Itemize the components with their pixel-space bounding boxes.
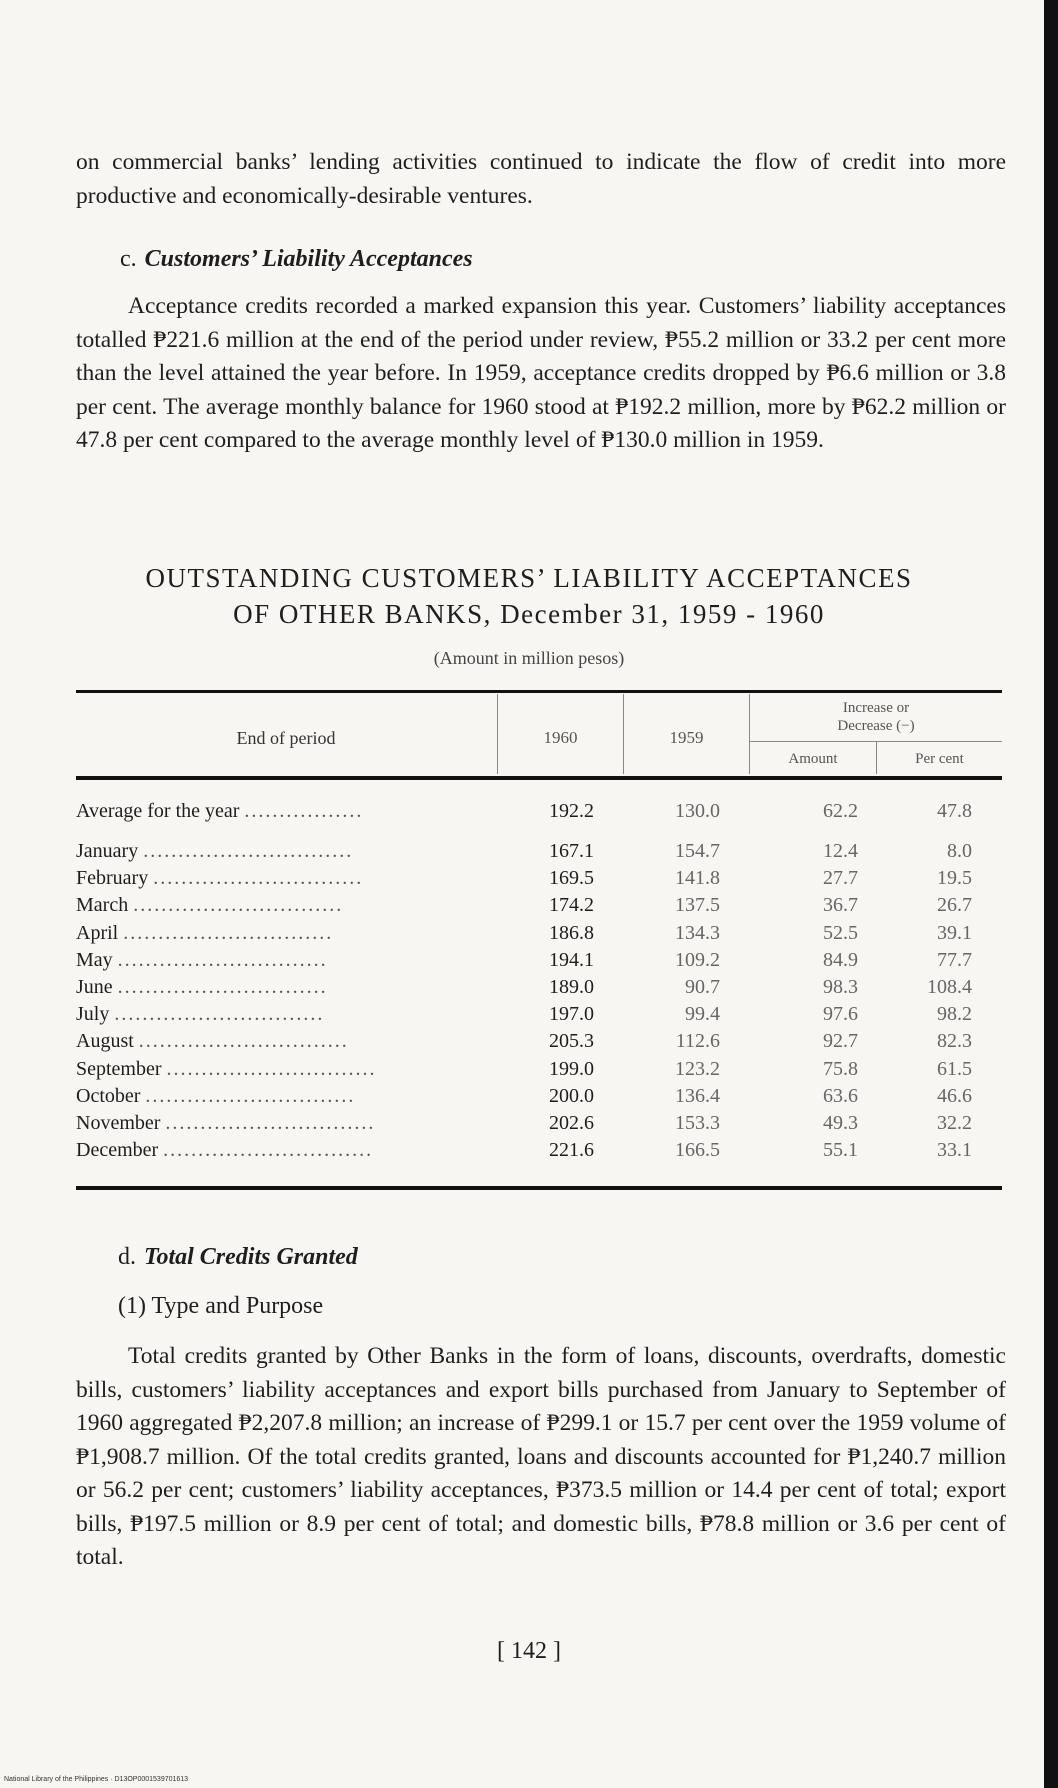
header-amount: Amount bbox=[788, 751, 838, 767]
value-1960: 197.0 bbox=[549, 1003, 594, 1026]
table-row bbox=[76, 1112, 1002, 1140]
value-1960: 199.0 bbox=[549, 1057, 594, 1080]
header-per-cent: Per cent bbox=[915, 751, 964, 767]
value-percent: 46.6 bbox=[937, 1084, 972, 1107]
table-row bbox=[76, 1003, 1002, 1031]
row-label: Average for the year ................. bbox=[76, 800, 364, 822]
table-top-rule bbox=[76, 690, 1002, 693]
row-label: August .............................. bbox=[76, 1030, 349, 1053]
row-label-text: July bbox=[76, 1003, 110, 1026]
row-label-text: February bbox=[76, 867, 149, 890]
row-label-text: June bbox=[76, 976, 113, 998]
row-label-text: March bbox=[76, 894, 129, 917]
row-label: November .............................. bbox=[76, 1112, 376, 1134]
value-1960: 205.3 bbox=[549, 1030, 594, 1053]
section-c-title: Customers’ Liability Acceptances bbox=[144, 246, 473, 272]
table-row bbox=[76, 1030, 1002, 1058]
header-change-line-1: Increase or bbox=[842, 700, 910, 716]
table-row bbox=[76, 867, 1002, 895]
value-amount: 97.6 bbox=[823, 1003, 858, 1026]
table-row bbox=[76, 840, 1002, 868]
row-label: April .............................. bbox=[76, 921, 334, 944]
table-row bbox=[76, 1085, 1002, 1113]
table-row bbox=[76, 1058, 1002, 1086]
value-1959: 166.5 bbox=[675, 1139, 720, 1162]
table-row bbox=[76, 1139, 1002, 1167]
value-amount: 49.3 bbox=[823, 1112, 858, 1134]
row-label-text: December bbox=[76, 1139, 159, 1162]
value-percent: 26.7 bbox=[937, 894, 972, 917]
scan-edge bbox=[1044, 0, 1058, 1788]
value-percent: 32.2 bbox=[937, 1112, 972, 1134]
table-row bbox=[76, 894, 1002, 922]
value-percent: 82.3 bbox=[937, 1030, 972, 1053]
value-1959: 154.7 bbox=[675, 840, 720, 862]
value-1959: 90.7 bbox=[685, 976, 720, 998]
row-label: February .............................. bbox=[76, 867, 364, 890]
value-amount: 27.7 bbox=[823, 867, 858, 890]
value-1959: 141.8 bbox=[675, 867, 720, 890]
value-1959: 136.4 bbox=[675, 1084, 720, 1107]
value-1959: 134.3 bbox=[675, 921, 720, 944]
section-d-title: Total Credits Granted bbox=[144, 1244, 358, 1270]
table-title-line-1: OUTSTANDING CUSTOMERS’ LIABILITY ACCEPTANCES bbox=[145, 563, 913, 593]
value-1959: 153.3 bbox=[675, 1112, 720, 1134]
value-percent: 98.2 bbox=[937, 1003, 972, 1026]
table-row bbox=[76, 922, 1002, 950]
row-label-text: August bbox=[76, 1030, 134, 1053]
row-label-text: Average for the year bbox=[76, 800, 240, 822]
row-label-text: May bbox=[76, 948, 113, 971]
value-1960: 192.2 bbox=[549, 800, 594, 822]
row-label: July .............................. bbox=[76, 1003, 325, 1026]
value-percent: 33.1 bbox=[937, 1139, 972, 1162]
value-amount: 63.6 bbox=[823, 1084, 858, 1107]
row-label: June .............................. bbox=[76, 976, 328, 998]
header-change-line-2: Decrease (−) bbox=[837, 718, 915, 734]
value-amount: 62.2 bbox=[823, 800, 858, 822]
value-percent: 47.8 bbox=[937, 800, 972, 822]
value-1960: 186.8 bbox=[549, 921, 594, 944]
value-amount: 98.3 bbox=[823, 976, 858, 998]
value-1960: 194.1 bbox=[549, 948, 594, 971]
row-label-text: October bbox=[76, 1084, 141, 1107]
value-1959: 123.2 bbox=[675, 1057, 720, 1080]
value-amount: 92.7 bbox=[823, 1030, 858, 1053]
value-1959: 137.5 bbox=[675, 894, 720, 917]
row-label-text: November bbox=[76, 1112, 161, 1134]
value-amount: 36.7 bbox=[823, 894, 858, 917]
section-c-heading bbox=[120, 246, 473, 273]
value-percent: 61.5 bbox=[937, 1057, 972, 1080]
section-c-letter: c. bbox=[120, 246, 137, 272]
value-amount: 12.4 bbox=[823, 840, 858, 862]
value-amount: 55.1 bbox=[823, 1139, 858, 1162]
value-1959: 130.0 bbox=[675, 800, 720, 822]
value-percent: 19.5 bbox=[937, 867, 972, 890]
value-amount: 75.8 bbox=[823, 1057, 858, 1080]
value-1959: 99.4 bbox=[685, 1003, 720, 1026]
value-1960: 169.5 bbox=[549, 867, 594, 890]
page-number: [ 142 ] bbox=[497, 1638, 561, 1664]
table-bottom-rule bbox=[76, 1186, 1002, 1190]
table-row bbox=[76, 949, 1002, 977]
value-1960: 189.0 bbox=[549, 976, 594, 998]
value-1960: 167.1 bbox=[549, 840, 594, 862]
value-1959: 109.2 bbox=[675, 948, 720, 971]
header-bottom-rule bbox=[76, 776, 1002, 780]
header-subrule bbox=[750, 741, 1002, 742]
section-d-subheading: (1) Type and Purpose bbox=[118, 1293, 324, 1319]
row-label: September .............................. bbox=[76, 1057, 377, 1080]
table-subtitle: (Amount in million pesos) bbox=[433, 648, 625, 668]
value-percent: 39.1 bbox=[937, 921, 972, 944]
row-label-text: April bbox=[76, 921, 119, 944]
value-1960: 200.0 bbox=[549, 1084, 594, 1107]
section-c-paragraph: Acceptance credits recorded a marked expansion this year. Customers’ liability acceptances totalled ₱221.6 million at the end of the period under review, ₱55.2 million or 33.2 per cent more than the level attained the year before. In 1959, acceptance credits dropped by ₱6.6 million or 3.8 per cent. The average monthly balance for 1960 stood at ₱192.2 million, more by ₱62.2 million or 47.8 per cent compared to the average monthly level of ₱130.0 million in 1959. bbox=[76, 293, 1006, 453]
value-1960: 202.6 bbox=[549, 1112, 594, 1134]
header-end-of-period: End of period bbox=[236, 728, 336, 748]
average-row bbox=[76, 800, 1002, 828]
value-percent: 108.4 bbox=[927, 976, 972, 998]
intro-paragraph: on commercial banks’ lending activities continued to indicate the flow of credit into more productive and economically-desirable ventures. bbox=[76, 149, 1006, 209]
header-1959: 1959 bbox=[669, 728, 704, 747]
value-1959: 112.6 bbox=[675, 1030, 720, 1053]
row-label: January .............................. bbox=[76, 840, 354, 862]
value-amount: 84.9 bbox=[823, 948, 858, 971]
row-label: October .............................. bbox=[76, 1084, 356, 1107]
section-d-heading bbox=[118, 1244, 358, 1271]
row-label: May .............................. bbox=[76, 948, 328, 971]
row-label-text: September bbox=[76, 1057, 162, 1080]
value-percent: 77.7 bbox=[937, 948, 972, 971]
value-1960: 221.6 bbox=[549, 1139, 594, 1162]
value-1960: 174.2 bbox=[549, 894, 594, 917]
row-label: March .............................. bbox=[76, 894, 344, 917]
row-label-text: January bbox=[76, 840, 139, 862]
value-percent: 8.0 bbox=[947, 840, 972, 862]
table-row bbox=[76, 976, 1002, 1004]
row-label: December .............................. bbox=[76, 1139, 374, 1162]
footer-note: National Library of the Philippines · D13OP0001539701613 bbox=[4, 1776, 189, 1783]
section-d-letter: d. bbox=[118, 1244, 136, 1270]
value-amount: 52.5 bbox=[823, 921, 858, 944]
section-d-paragraph: Total credits granted by Other Banks in the form of loans, discounts, overdrafts, domestic bills, customers’ liability acceptances and export bills purchased from January to September of 1960 aggregated ₱2,207.8 million; an increase of ₱299.1 or 15.7 per cent over the 1959 volume of ₱1,908.7 million. Of the total credits granted, loans and discounts accounted for ₱1,240.7 million or 56.2 per cent; customers’ liability acceptances, ₱373.5 million or 14.4 per cent of total; export bills, ₱197.5 million or 8.9 per cent of total; and domestic bills, ₱78.8 million or 3.6 per cent of total. bbox=[76, 1343, 1006, 1570]
table-title-line-2: OF OTHER BANKS, December 31, 1959 - 1960 bbox=[233, 599, 825, 629]
header-1960: 1960 bbox=[543, 728, 578, 747]
